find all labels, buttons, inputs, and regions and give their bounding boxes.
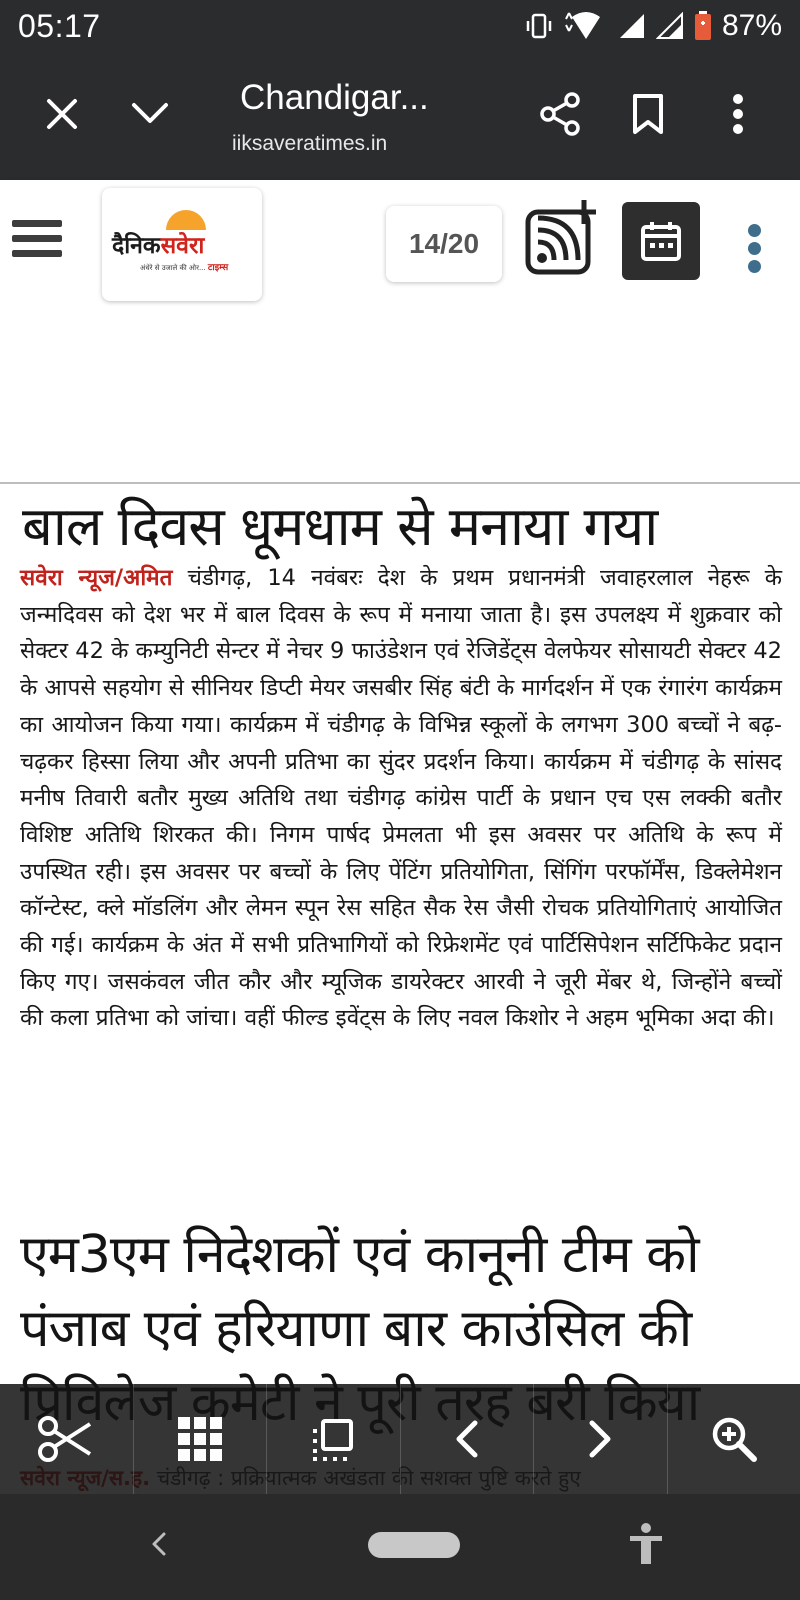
rss-add-icon[interactable] bbox=[524, 200, 600, 276]
status-icons bbox=[524, 9, 782, 43]
bookmark-icon[interactable] bbox=[620, 86, 676, 142]
article2-headline: एम3एम निदेशकों एवं कानूनी टीम को पंजाब एवं हरियाणा बार काउंसिल की bbox=[20, 1225, 699, 1359]
calendar-icon[interactable] bbox=[622, 202, 700, 280]
epaper-content[interactable] bbox=[0, 314, 800, 1494]
app-toolbar bbox=[0, 180, 800, 314]
signal-icon bbox=[618, 12, 646, 40]
article-text: चंडीगढ़, 14 नवंबरः देश के प्रथम प्रधानमंत्री जवाहरलाल नेहरू के जन्मदिवस को देश भर में बाल दिवस के रूप में मनाया जाता है। इस उपलक्ष्य में शुक्रवार को सेक्टर 42 के कम्युनिटी सेन्टर में नेचर 9 फाउंडेशन एवं रेजिडेंट्स वेलफेयर सोसायटी सेक्टर 42 के आपसे सहयोग से सीनियर डिप्टी मेयर जसबीर सिंह बंटी के मार्गदर्शन में एक रंगारंग कार्यक्रम का आयोजन किया गया। कार्यक्रम में चंडीगढ़ के विभिन्न स्कूलों के लगभग 300 बच्चों ने बढ़-चढ़कर हिस्सा लिया और अपनी प्रतिभा का सुंदर प्रदर्शन किया। कार्यक्रम में चंडीगढ़ के सांसद मनीष तिवारी बतौर मुख्य अतिथि तथा चंडीगढ़ कांग्रेस पार्टी के प्रधान एच एस लक्की बतौर विशिष्ट अतिथि शिरकत की। निगम पार्षद प्रेमलता भी इस अवसर पर अतिथि के रूप में उपस्थित रही। इस अवसर पर बच्चों के लिए पेंटिंग प्रतियोगिता, सिंगिंग परफॉर्मेंस, डिक्लेमेशन कॉन्टेस्ट, क्ले मॉडलिंग और लेमन स्पून रेस सहित सैक रेस जैसी रोचक प्रतियोगिताएं आयोजित की गई। कार्यक्रम के अंत में सभी प्रतिभागियों को रिफ्रेशमेंट एवं पार्टिसिपेशन सर्टिफिकेट प्रदान किए गए। जसकंवल जीत कौर और म्यूजिक डायरेक्टर आरवी ने जूरी मेंबर थे, जिन्होंने बच्चों की कला प्रतिभा को जांचा। वहीं फील्ड इवेंट्स के लिए नवल किशोर ने अहम भूमिका अदा की। bbox=[20, 565, 783, 1032]
chevron-right-icon[interactable] bbox=[534, 1384, 668, 1494]
zoom-in-icon[interactable] bbox=[668, 1384, 800, 1494]
grid-icon[interactable] bbox=[134, 1384, 268, 1494]
browser-bar bbox=[0, 52, 800, 180]
wifi-icon bbox=[564, 11, 608, 41]
article-byline: सवेरा न्यूज/अमित bbox=[20, 565, 173, 591]
select-icon[interactable] bbox=[267, 1384, 401, 1494]
article-body bbox=[20, 560, 782, 1037]
reader-toolbar bbox=[0, 1384, 800, 1494]
back-icon[interactable] bbox=[140, 1524, 180, 1564]
logo-tagline: अंधेरे से उजाले की ओर... टाइम्स bbox=[140, 263, 229, 273]
logo-sun-icon bbox=[166, 210, 206, 230]
signal-2-icon bbox=[656, 12, 684, 40]
divider bbox=[0, 482, 800, 484]
browser-url: iiksaveratimes.in bbox=[232, 132, 388, 155]
logo[interactable] bbox=[102, 188, 262, 301]
status-bar bbox=[0, 0, 800, 52]
more-options-icon[interactable] bbox=[744, 224, 764, 274]
close-icon[interactable] bbox=[34, 86, 90, 142]
share-icon[interactable] bbox=[532, 86, 588, 142]
vibrate-icon bbox=[524, 13, 554, 39]
menu-icon[interactable] bbox=[12, 220, 62, 264]
home-pill[interactable] bbox=[368, 1532, 460, 1558]
article-headline: बाल दिवस धूमधाम से मनाया गया bbox=[22, 495, 658, 558]
battery-icon bbox=[694, 11, 712, 41]
accessibility-icon[interactable] bbox=[626, 1522, 666, 1566]
system-nav-bar bbox=[0, 1494, 800, 1600]
chevron-down-icon[interactable] bbox=[122, 86, 178, 142]
chevron-left-icon[interactable] bbox=[401, 1384, 535, 1494]
status-time: 05:17 bbox=[18, 7, 101, 44]
browser-title: Chandigar... bbox=[240, 78, 429, 117]
logo-text: दैनिकसवेरा bbox=[112, 233, 205, 259]
page-indicator[interactable]: 14/20 bbox=[386, 206, 502, 282]
battery-percent: 87% bbox=[721, 9, 782, 42]
more-vert-icon[interactable] bbox=[710, 86, 766, 142]
scissors-icon[interactable] bbox=[0, 1384, 134, 1494]
